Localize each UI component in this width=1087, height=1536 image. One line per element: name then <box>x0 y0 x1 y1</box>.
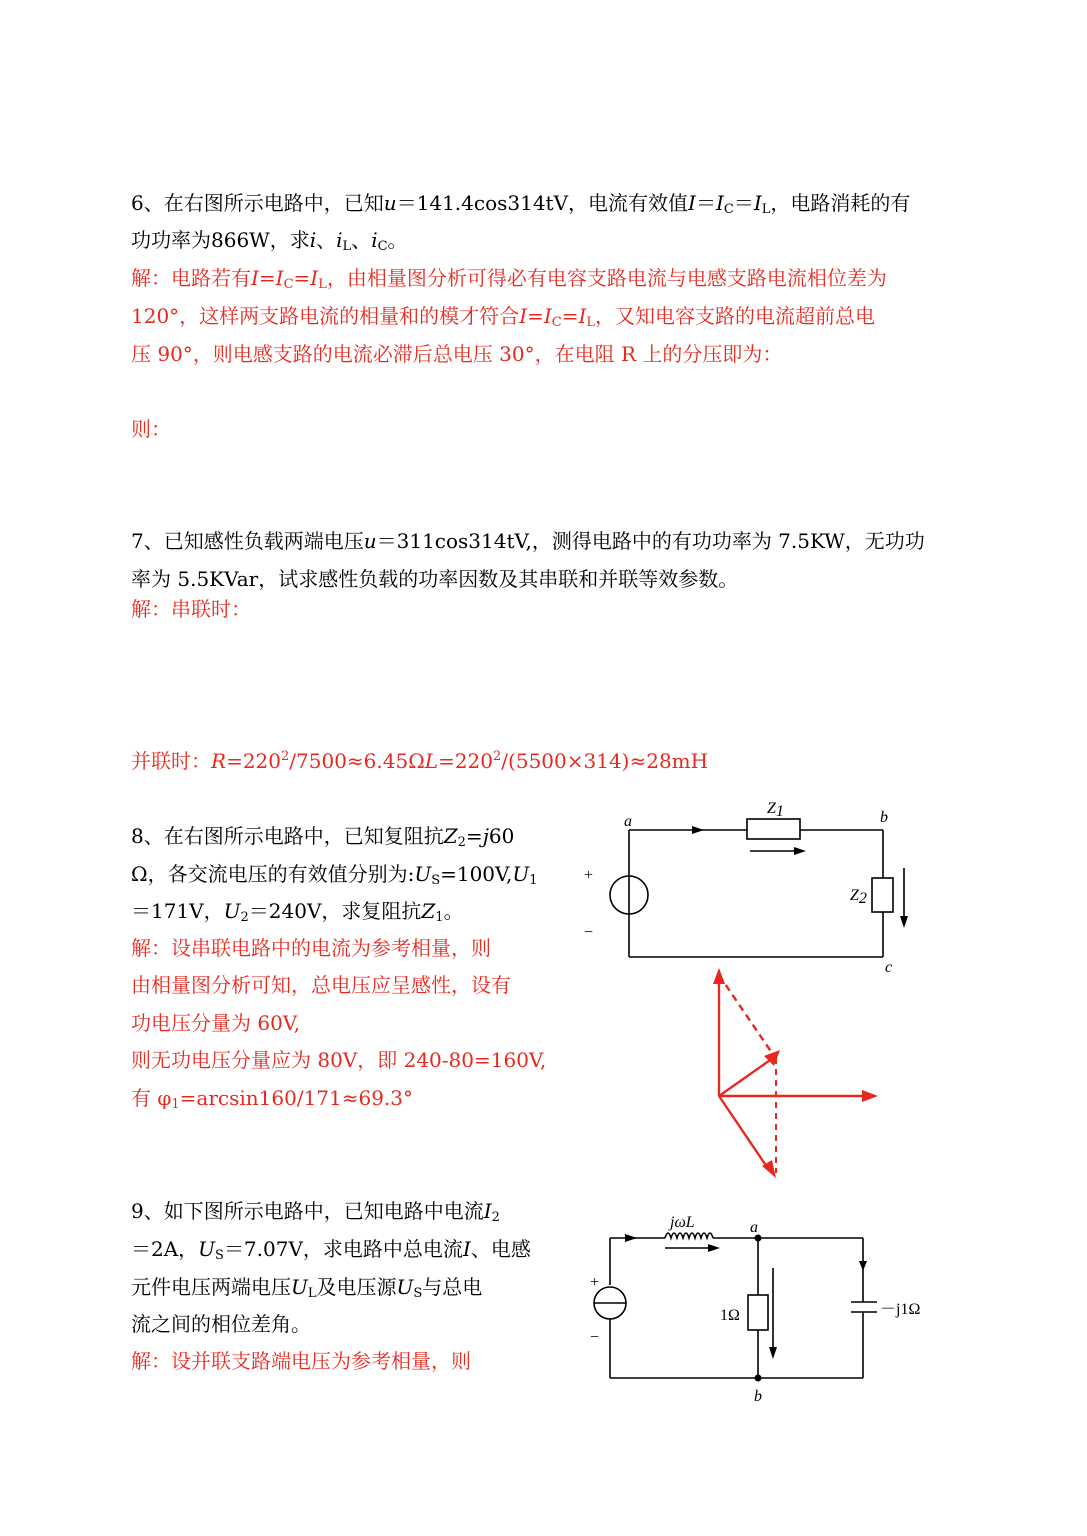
p8-solution-line-3: 功电压分量为 60V, <box>131 1011 301 1035</box>
plus-sign: + <box>584 867 594 884</box>
p8-solution-line-1: 解：设串联电路中的电流为参考相量，则 <box>131 936 491 960</box>
p6-solution-line-1: 解：电路若有$I=I_C=I_L$，由相量图分析可得必有电容支路电流与电感支路电流相位差为 <box>131 266 887 292</box>
phasor-u1 <box>719 1096 769 1170</box>
p8-solution-line-4: 则无功电压分量应为 80V，即 240-80=160V, <box>131 1048 547 1072</box>
node-b-label: b <box>754 1388 762 1405</box>
voltage-arrow-icon <box>708 1244 720 1252</box>
p9-question-line-1: 9、如下图所示电路中，已知电路中电流$I_2$ <box>131 1199 500 1225</box>
p8-phasor-diagram <box>700 959 893 1190</box>
p9-circuit-diagram <box>580 1205 960 1410</box>
p7-solution-line-2: 并联时：$R=220^2/7500\approx 6.45\Omega L=220^2/(5500\times 314)\approx 28mH$ <box>131 749 709 773</box>
p8-solution-line-5: 有 $\varphi_1=\arcsin 160/171\approx 69.3^\circ$ <box>131 1086 414 1112</box>
phasor-us <box>719 1058 773 1096</box>
p8-question-line-1: 8、在右图所示电路中，已知复阻抗$Z_2=j60$ <box>131 824 515 850</box>
capacitor-label: －j1Ω <box>880 1301 921 1318</box>
p7-solution-line-1: 解：串联时： <box>131 597 251 621</box>
p8-question-line-2: Ω，各交流电压的有效值分别为$:U_S=100V,U_1$ <box>131 862 538 888</box>
phasor-dashed-1 <box>719 975 772 1053</box>
current-arrow-icon <box>625 1234 637 1242</box>
node-b-dot <box>755 1375 762 1382</box>
node-a-label: a <box>624 813 632 830</box>
p9-question-line-2: ＝2A，$U_S=7.07V$，求电路中总电流I、电感 <box>131 1237 531 1263</box>
z2-label: Z <box>850 887 859 904</box>
plus-sign: + <box>590 1274 600 1291</box>
voltage-arrow-down-icon <box>900 916 908 928</box>
minus-sign: − <box>584 924 594 941</box>
inductor-label: jωL <box>670 1214 695 1231</box>
resistor-label: 1Ω <box>720 1307 740 1324</box>
p6-question-line-1: 6、在右图所示电路中，已知u＝141.4cos314tV，电流有效值$I=I_C=I_L$，电路消耗的有 <box>131 191 911 217</box>
p9-question-line-4: 流之间的相位差角。 <box>131 1312 311 1336</box>
arrowhead-icon <box>713 968 725 984</box>
svg-text:Z2: Z2 <box>850 887 867 907</box>
minus-sign: − <box>590 1329 600 1346</box>
z1-label: Z <box>767 800 776 817</box>
voltage-arrow-down-icon <box>769 1347 777 1359</box>
p8-solution-line-2: 由相量图分析可知，总电压应呈感性，设有 <box>131 973 511 997</box>
current-arrow-icon <box>692 826 704 834</box>
current-arrow-down-icon <box>859 1261 867 1271</box>
p7-question-line-2: 率为 5.5KVar，试求感性负载的功率因数及其串联和并联等效参数。 <box>131 567 739 591</box>
p9-question-line-3: 元件电压两端电压$U_L$及电压源$U_S$与总电 <box>131 1275 483 1301</box>
node-a-label: a <box>750 1219 758 1236</box>
node-c-label: c <box>885 959 893 976</box>
p8-circuit-diagram <box>560 800 920 980</box>
p9-solution-line-1: 解：设并联支路端电压为参考相量，则 <box>131 1349 471 1373</box>
voltage-arrow-icon <box>794 847 806 855</box>
node-b-label: b <box>880 809 888 826</box>
arrowhead-icon <box>862 1090 878 1102</box>
p6-solution-line-2: 120°，这样两支路电流的相量和的模才符合$I=I_C=I_L$，又知电容支路的电流超前总电 <box>131 304 876 330</box>
p7-question-line-1: 7、已知感性负载两端电压u＝311cos314tV,，测得电路中的有功功率为 7.5KW，无功功 <box>131 529 925 553</box>
svg-text:Z1: Z1 <box>767 800 784 820</box>
p6-solution-line-4: 则： <box>131 417 171 441</box>
p6-question-line-2: 功功率为866W，求i、$i_L$、$i_C$。 <box>131 228 408 254</box>
p6-solution-line-3: 压 90°，则电感支路的电流必滞后总电压 30°，在电阻 R 上的分压即为： <box>131 342 783 366</box>
p8-question-line-3: ＝171V，$U_2=240V$，求复阻抗$Z_1$。 <box>131 899 464 925</box>
